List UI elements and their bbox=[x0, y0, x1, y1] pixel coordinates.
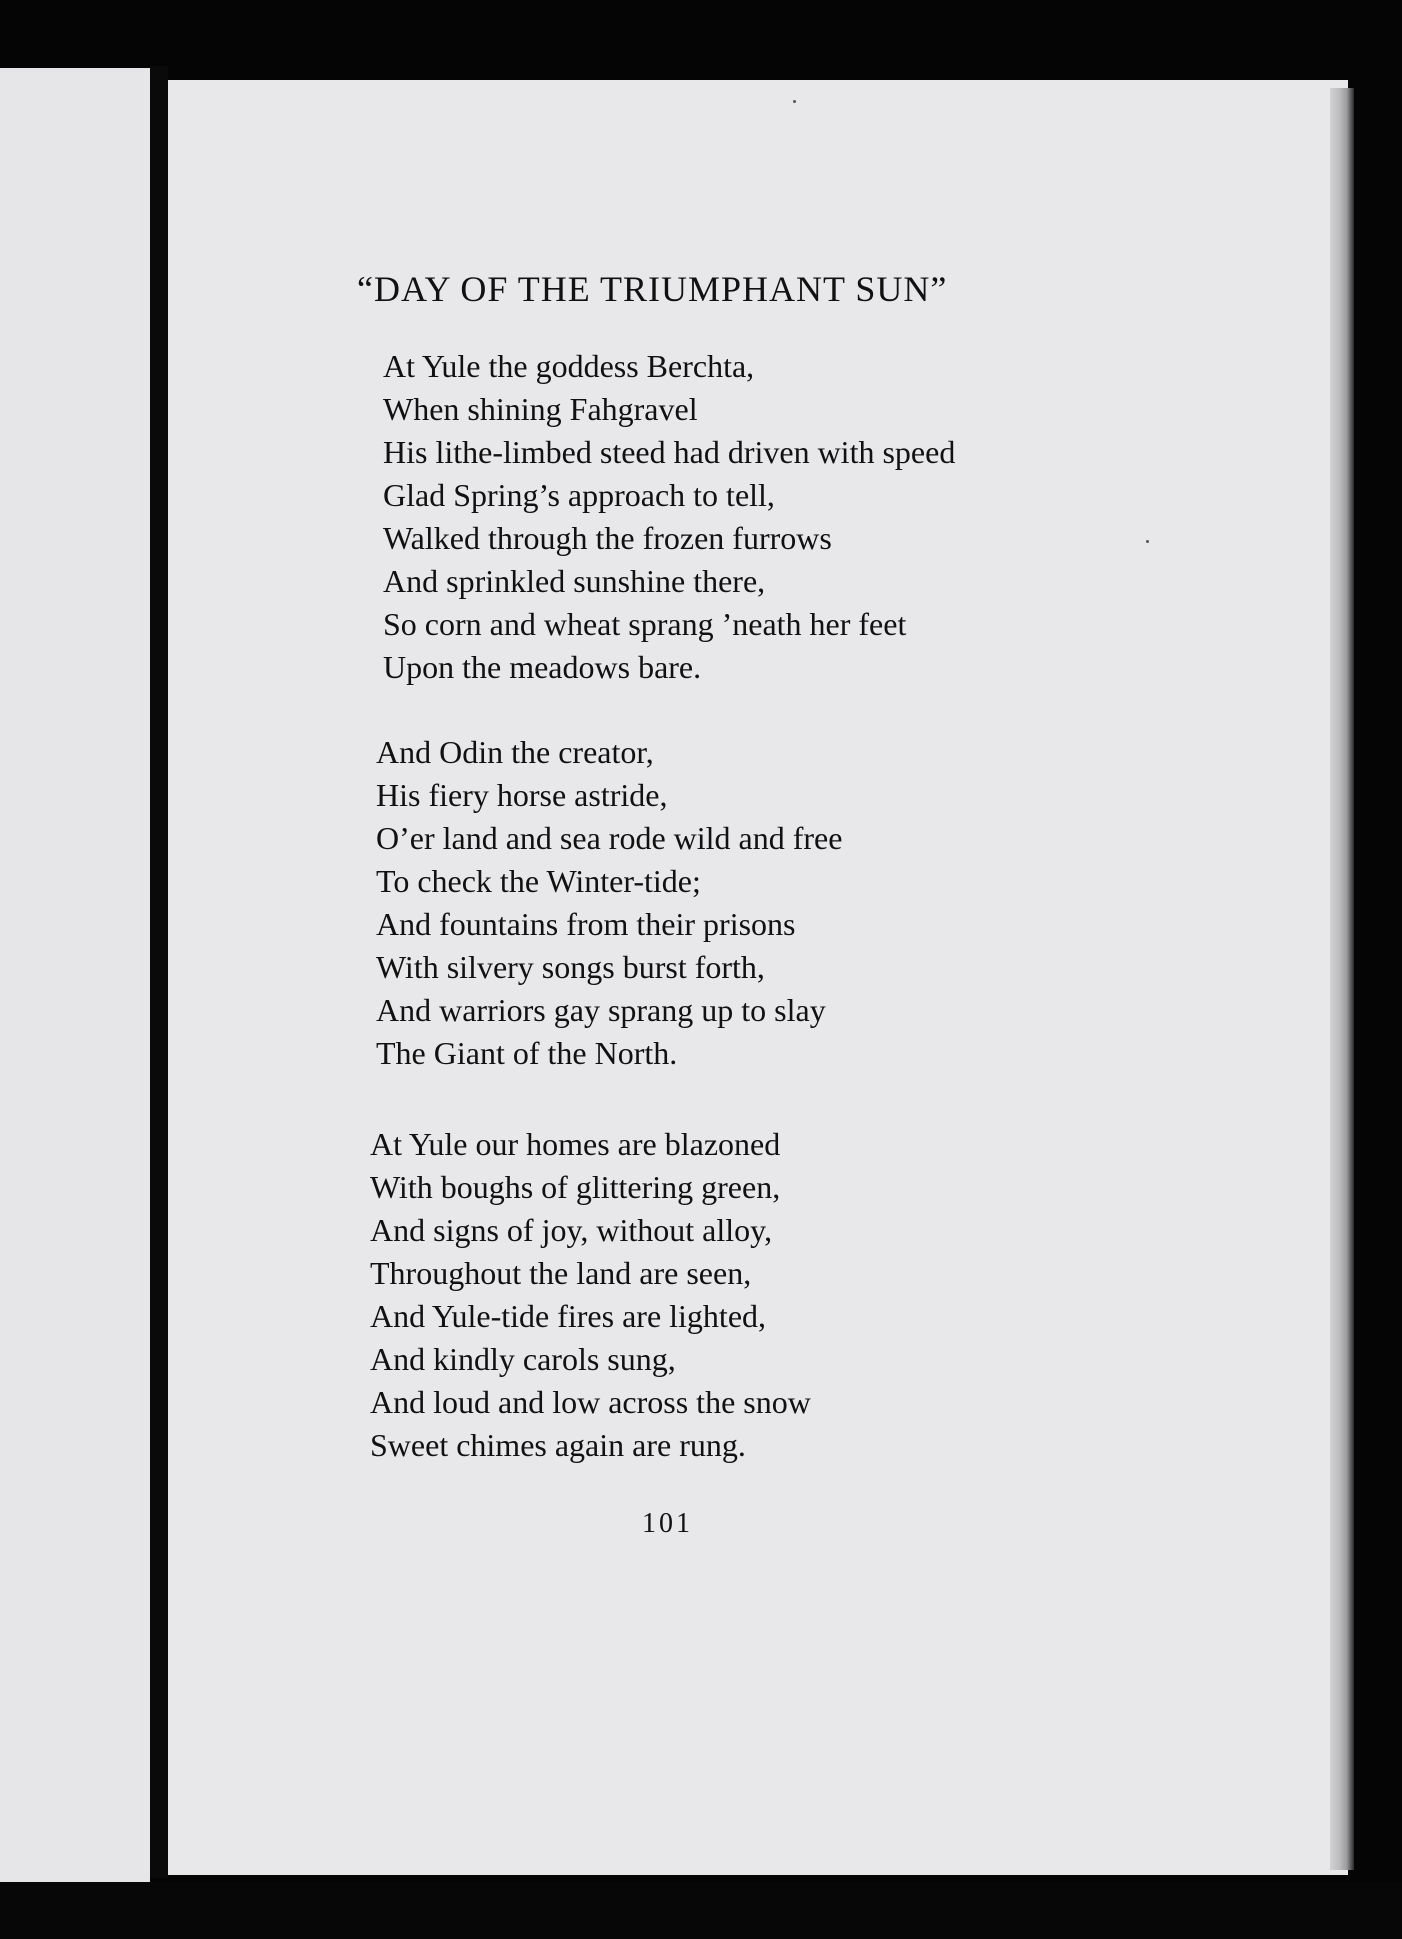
dust-speck bbox=[1146, 540, 1149, 543]
poem-line: His lithe-limbed steed had driven with speed bbox=[383, 434, 956, 470]
poem-line: With silvery songs burst forth, bbox=[376, 949, 765, 985]
poem-line: And loud and low across the snow bbox=[370, 1384, 811, 1420]
poem-line: The Giant of the North. bbox=[376, 1035, 678, 1071]
poem-line: And signs of joy, without alloy, bbox=[370, 1212, 773, 1248]
poem-line: Upon the meadows bare. bbox=[383, 649, 702, 685]
dust-speck bbox=[793, 100, 796, 103]
poem-line: And fountains from their prisons bbox=[376, 906, 796, 942]
scan-border bbox=[0, 1882, 1402, 1939]
book-gutter bbox=[150, 66, 168, 1878]
poem-line: And Odin the creator, bbox=[376, 734, 654, 770]
left-page bbox=[0, 68, 150, 1883]
poem-line: And sprinkled sunshine there, bbox=[383, 563, 766, 599]
poem-line: So corn and wheat sprang ’neath her feet bbox=[383, 606, 907, 642]
poem-line: And warriors gay sprang up to slay bbox=[376, 992, 826, 1028]
poem-line: To check the Winter-tide; bbox=[376, 863, 701, 899]
poem-line: And Yule-tide fires are lighted, bbox=[370, 1298, 767, 1334]
poem-line: Throughout the land are seen, bbox=[370, 1255, 752, 1291]
poem-line: Glad Spring’s approach to tell, bbox=[383, 477, 775, 513]
stanza-2 bbox=[376, 731, 842, 1075]
poem-line: With boughs of glittering green, bbox=[370, 1169, 781, 1205]
poem-line: At Yule the goddess Berchta, bbox=[383, 348, 755, 384]
poem-line: Walked through the frozen furrows bbox=[383, 520, 832, 556]
poem-line: And kindly carols sung, bbox=[370, 1341, 676, 1377]
page-number: 101 bbox=[642, 1508, 693, 1539]
poem-line: Sweet chimes again are rung. bbox=[370, 1427, 746, 1463]
poem-line: O’er land and sea rode wild and free bbox=[376, 820, 843, 856]
page-edge bbox=[1330, 88, 1354, 1870]
poem-title: “DAY OF THE TRIUMPHANT SUN” bbox=[357, 269, 948, 309]
stanza-3 bbox=[370, 1123, 811, 1467]
poem-line: His fiery horse astride, bbox=[376, 777, 668, 813]
stanza-1 bbox=[383, 345, 955, 689]
poem-line: At Yule our homes are blazoned bbox=[370, 1126, 781, 1162]
poem-line: When shining Fahgravel bbox=[383, 391, 698, 427]
